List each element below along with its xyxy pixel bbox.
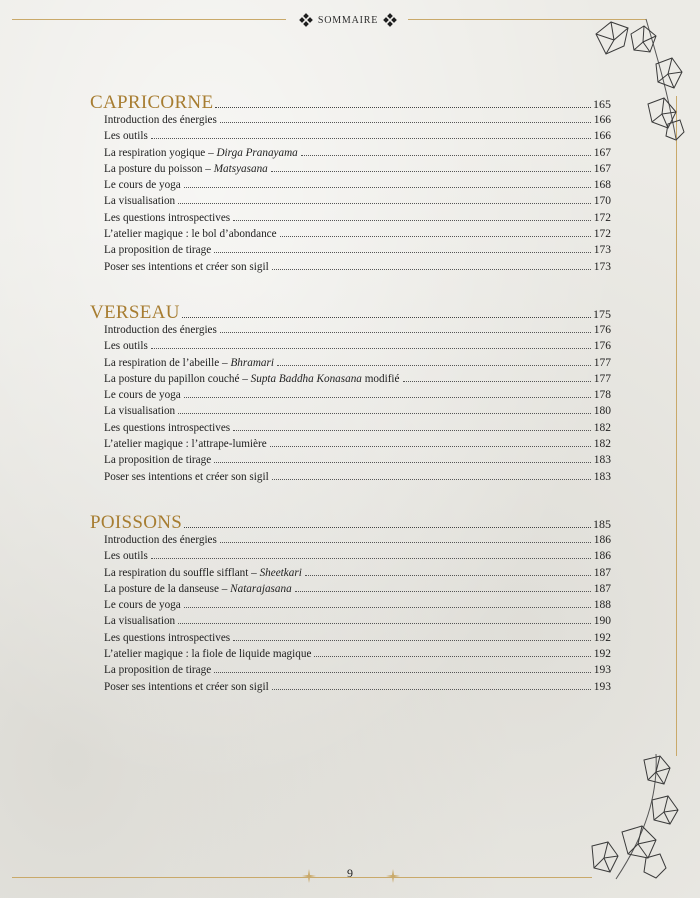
- toc-entry: [104, 471, 611, 487]
- toc-entry-text: La respiration de l’abeille –: [104, 356, 231, 369]
- toc-entry-label: [104, 114, 217, 126]
- toc-entry: [104, 389, 611, 405]
- toc-entry-italic-term: Matsyasana: [213, 162, 268, 175]
- dot-leader: [233, 430, 591, 431]
- toc-entry-page-number: 187: [593, 566, 611, 579]
- toc-entry-label: [104, 212, 230, 224]
- header-title: SOMMAIRE: [317, 14, 379, 26]
- toc-entry-label: [104, 130, 148, 142]
- toc-entry-label: [104, 147, 298, 159]
- toc-entry-label: [104, 228, 277, 240]
- toc-entry-suffix: modifié: [361, 372, 400, 385]
- toc-entry-page-number: 193: [593, 664, 611, 677]
- toc-entry: [104, 422, 611, 438]
- toc-entry-label: [104, 422, 230, 434]
- toc-entry-page-number: 188: [593, 599, 611, 612]
- toc-entry-label: [104, 195, 175, 207]
- toc-entry: [104, 147, 611, 163]
- header-rule-left: [12, 19, 286, 20]
- toc-entry-label: [104, 405, 175, 417]
- dot-leader: [214, 462, 591, 463]
- toc-entry-page-number: 170: [593, 195, 611, 208]
- dot-leader: [277, 365, 591, 366]
- toc-entry-text: Les outils: [104, 550, 148, 563]
- ivy-leaves-top-icon: [586, 14, 686, 144]
- toc-entry-page-number: 182: [593, 421, 611, 434]
- toc-entry: [104, 599, 611, 615]
- dot-leader: [178, 413, 591, 414]
- toc-entry-page-number: 166: [593, 130, 611, 143]
- toc-entry-text: Poser ses intentions et créer son sigil: [104, 470, 269, 483]
- toc-entry-page-number: 167: [593, 146, 611, 159]
- toc-entry-label: [104, 534, 217, 546]
- toc-entry: [104, 583, 611, 599]
- toc-entry: [104, 179, 611, 195]
- toc-entry-page-number: 183: [593, 454, 611, 467]
- star-ornament-icon: [386, 869, 400, 883]
- toc-entry-label: [104, 438, 267, 450]
- section-title: POISSONS: [90, 512, 183, 533]
- page-number: 9: [347, 866, 353, 880]
- dot-leader: [270, 446, 591, 447]
- toc-entry-text: Poser ses intentions et créer son sigil: [104, 680, 269, 693]
- right-border-rule: [676, 96, 677, 756]
- toc-entry-page-number: 186: [593, 550, 611, 563]
- dot-leader: [295, 591, 591, 592]
- toc-entry: [104, 228, 611, 244]
- dot-leader: [184, 526, 591, 528]
- toc-entry-text: Le cours de yoga: [104, 179, 181, 192]
- toc-entry-page-number: 172: [593, 228, 611, 241]
- toc-entry: [104, 534, 611, 550]
- dot-leader: [220, 122, 591, 123]
- toc-entry-italic-term: Sheetkari: [259, 566, 302, 579]
- dot-leader: [184, 187, 591, 188]
- dot-leader: [233, 220, 591, 221]
- toc-entry-text: Introduction des énergies: [104, 324, 217, 336]
- dot-leader: [220, 332, 591, 333]
- toc-entry-page-number: 183: [593, 470, 611, 483]
- toc-entry-text: La posture de la danseuse –: [104, 582, 231, 595]
- section-heading: [90, 302, 611, 324]
- toc-entry-page-number: 173: [593, 244, 611, 257]
- toc-section-verseau: [90, 302, 611, 487]
- dot-leader: [272, 479, 591, 480]
- toc-entry-label: [104, 648, 311, 660]
- toc-entry-text: La visualisation: [104, 615, 176, 628]
- toc-section-capricorne: [90, 92, 611, 277]
- section-page-number: 185: [593, 517, 611, 531]
- dot-leader: [184, 397, 591, 398]
- running-header: [288, 12, 408, 28]
- toc-section-poissons: [90, 512, 611, 697]
- toc-entry-text: La visualisation: [104, 405, 176, 418]
- toc-entry-italic-term: Natarajasana: [230, 582, 292, 595]
- dot-leader: [214, 672, 591, 673]
- toc-entry-label: [104, 454, 211, 466]
- toc-entry-label: [104, 373, 400, 385]
- toc-entry-italic-term: Supta Baddha Konasana: [250, 372, 362, 385]
- toc-entry-page-number: 177: [593, 372, 611, 385]
- toc-entry: [104, 550, 611, 566]
- toc-entry: [104, 681, 611, 697]
- dot-leader: [151, 558, 591, 559]
- dot-leader: [178, 203, 591, 204]
- dot-leader: [280, 236, 591, 237]
- toc-entry-page-number: 167: [593, 162, 611, 175]
- toc-entry: [104, 212, 611, 228]
- toc-entry-label: [104, 583, 292, 595]
- dot-leader: [182, 316, 591, 318]
- dot-leader: [272, 269, 591, 270]
- toc-entry-text: L’atelier magique : la fiole de liquide magique: [104, 648, 312, 661]
- toc-entry-page-number: 166: [593, 114, 611, 126]
- toc-entry-page-number: 176: [593, 324, 611, 336]
- ivy-leaves-bottom-icon: [586, 754, 686, 884]
- toc-entry-page-number: 192: [593, 648, 611, 661]
- toc-entry-page-number: 173: [593, 260, 611, 273]
- toc-entry-text: L’atelier magique : l’attrape-lumière: [104, 438, 267, 451]
- toc-entry-label: [104, 389, 181, 401]
- toc-entry-page-number: 182: [593, 438, 611, 451]
- toc-entry: [104, 664, 611, 680]
- dot-leader: [151, 348, 591, 349]
- toc-entry-text: Les outils: [104, 340, 148, 353]
- dot-leader: [305, 575, 591, 576]
- toc-entry-text: Poser ses intentions et créer son sigil: [104, 260, 269, 273]
- toc-entry-label: [104, 550, 148, 562]
- dot-leader: [271, 171, 591, 172]
- toc-entry-label: [104, 261, 269, 273]
- toc-entry-text: Les questions introspectives: [104, 421, 231, 434]
- toc-entry-text: La proposition de tirage: [104, 454, 212, 467]
- toc-entry-page-number: 176: [593, 340, 611, 353]
- toc-entry-text: Le cours de yoga: [104, 599, 181, 612]
- toc-entry-label: [104, 681, 269, 693]
- toc-entry-page-number: 192: [593, 631, 611, 644]
- toc-entry-page-number: 186: [593, 534, 611, 546]
- toc-entry-text: La respiration yogique –: [104, 146, 217, 159]
- toc-entry-list: [104, 324, 611, 487]
- toc-entry: [104, 261, 611, 277]
- toc-entry-text: Introduction des énergies: [104, 114, 217, 126]
- toc-entry-italic-term: Dirga Pranayama: [216, 146, 298, 159]
- toc-entry: [104, 567, 611, 583]
- toc-entry-text: L’atelier magique : le bol d’abondance: [104, 228, 277, 241]
- toc-entry-label: [104, 324, 217, 336]
- toc-entry: [104, 405, 611, 421]
- toc-entry-label: [104, 340, 148, 352]
- toc-entry-text: La proposition de tirage: [104, 664, 212, 677]
- toc-entry: [104, 648, 611, 664]
- toc-entry-page-number: 168: [593, 179, 611, 192]
- toc-entry: [104, 324, 611, 340]
- toc-entry-page-number: 187: [593, 582, 611, 595]
- dot-leader: [184, 607, 591, 608]
- toc-entry-label: [104, 632, 230, 644]
- toc-entry: [104, 373, 611, 389]
- toc-entry: [104, 130, 611, 146]
- toc-entry-label: [104, 244, 211, 256]
- dot-leader: [220, 542, 591, 543]
- toc-entry-label: [104, 357, 274, 369]
- toc-entry-label: [104, 664, 211, 676]
- toc-entry-label: [104, 163, 268, 175]
- section-heading: [90, 512, 611, 534]
- dot-leader: [314, 656, 590, 657]
- toc-entry-label: [104, 471, 269, 483]
- toc-entry-label: [104, 599, 181, 611]
- section-page-number: 175: [593, 307, 611, 321]
- star-ornament-icon: [302, 869, 316, 883]
- toc-entry-label: [104, 179, 181, 191]
- section-title: VERSEAU: [90, 302, 180, 323]
- toc-entry-page-number: 178: [593, 389, 611, 402]
- toc-entry-page-number: 190: [593, 615, 611, 628]
- dot-leader: [403, 381, 591, 382]
- toc-entry-label: [104, 567, 302, 579]
- toc-entry-text: Introduction des énergies: [104, 534, 217, 546]
- toc-entry-text: Les outils: [104, 130, 148, 143]
- toc-entry: [104, 244, 611, 260]
- section-heading: [90, 92, 611, 114]
- toc-entry-text: La visualisation: [104, 195, 176, 208]
- toc-entry-page-number: 180: [593, 405, 611, 418]
- toc-entry: [104, 632, 611, 648]
- toc-entry: [104, 114, 611, 130]
- dot-leader: [301, 155, 591, 156]
- dot-leader: [215, 106, 591, 108]
- toc-entry-text: Les questions introspectives: [104, 211, 231, 224]
- toc-entry-text: La respiration du souffle sifflant –: [104, 566, 260, 579]
- dot-leader: [151, 138, 591, 139]
- toc-entry-list: [104, 114, 611, 277]
- toc-entry-page-number: 177: [593, 356, 611, 369]
- diamond-ornament-icon: [300, 14, 312, 26]
- dot-leader: [233, 640, 591, 641]
- toc-entry-text: Le cours de yoga: [104, 389, 181, 402]
- toc-entry-label: [104, 615, 175, 627]
- dot-leader: [178, 623, 591, 624]
- toc-entry-list: [104, 534, 611, 697]
- toc-entry-text: La proposition de tirage: [104, 244, 212, 257]
- toc-entry: [104, 615, 611, 631]
- section-title: CAPRICORNE: [90, 92, 214, 113]
- toc-entry: [104, 163, 611, 179]
- toc-entry: [104, 340, 611, 356]
- diamond-ornament-icon: [384, 14, 396, 26]
- section-page-number: 165: [593, 97, 611, 111]
- toc-entry-text: La posture du papillon couché –: [104, 372, 251, 385]
- toc-entry: [104, 454, 611, 470]
- toc-entry: [104, 357, 611, 373]
- toc-entry: [104, 195, 611, 211]
- dot-leader: [272, 689, 591, 690]
- toc-entry-page-number: 172: [593, 211, 611, 224]
- toc-entry: [104, 438, 611, 454]
- toc-entry-text: La posture du poisson –: [104, 162, 214, 175]
- dot-leader: [214, 252, 591, 253]
- toc-entry-italic-term: Bhramari: [230, 356, 274, 369]
- toc-entry-page-number: 193: [593, 680, 611, 693]
- toc-entry-text: Les questions introspectives: [104, 631, 231, 644]
